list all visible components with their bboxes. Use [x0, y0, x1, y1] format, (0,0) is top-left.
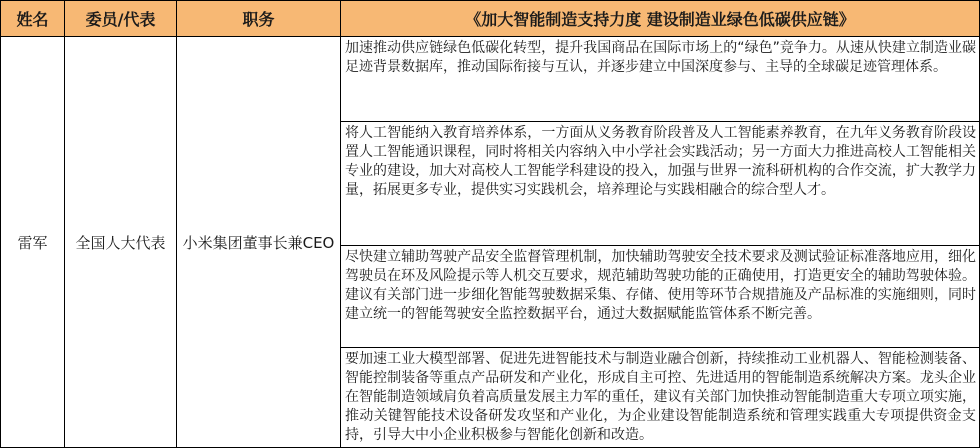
- header-row: [1, 1, 980, 37]
- proposal-paragraph-1: 加速推动供应链绿色低碳化转型，提升我国商品在国际市场上的“绿色”竞争力。从速从快建立制造业碳足迹背景数据库，推动国际衔接与互认，并逐步建立中国深度参与、主导的全球碳足迹管理体系。: [341, 37, 980, 122]
- proposal-title-header: 《加大智能制造支持力度 建设制造业绿色低碳供应链》: [341, 1, 980, 37]
- proposal-paragraph-4: 要加速工业大模型部署、促进先进智能技术与制造业融合创新，持续推动工业机器人、智能检测装备、智能控制装备等重点产品研发和产业化，形成自主可控、先进适用的智能制造系统解决方案。龙头企业在智能制造领域肩负着高质量发展主力军的重任，建议有关部门加快推动智能制造重大专项立项实施，推动关键智能技术设备研发攻坚和产业化，为企业建设智能制造系统和管理实践重大专项提供资金支持，引导大中小企业积极参与智能化创新和改造。: [341, 348, 980, 448]
- role-column-header: 委员/代表: [65, 1, 177, 37]
- person-role-cell: 全国人大代表: [65, 37, 177, 448]
- name-column-header: 姓名: [1, 1, 65, 37]
- table-row: [1, 37, 980, 122]
- proposal-paragraph-2: 将人工智能纳入教育培养体系，一方面从义务教育阶段普及人工智能素养教育，在九年义务教育阶段设置人工智能通识课程，同时将相关内容纳入中小学社会实践活动；另一方面大力推进高校人工智能相关专业的建设，加大对高校人工智能学科建设的投入，加强与世界一流科研机构的合作交流，扩大教学力量，拓展更多专业，提供实习实践机会，培养理论与实践相融合的综合型人才。: [341, 122, 980, 246]
- position-column-header: 职务: [177, 1, 341, 37]
- person-name-cell: 雷军: [1, 37, 65, 448]
- proposal-paragraph-3: 尽快建立辅助驾驶产品安全监督管理机制，加快辅助驾驶安全技术要求及测试验证标准落地应用，细化驾驶员在环及风险提示等人机交互要求，规范辅助驾驶功能的正确使用，打造更安全的辅助驾驶体验。建议有关部门进一步细化智能驾驶数据采集、存储、使用等环节合规措施及产品标准的实施细则，同时建立统一的智能驾驶安全监控数据平台，通过大数据赋能监管体系不断完善。: [341, 246, 980, 348]
- person-position-cell: 小米集团董事长兼CEO: [177, 37, 341, 448]
